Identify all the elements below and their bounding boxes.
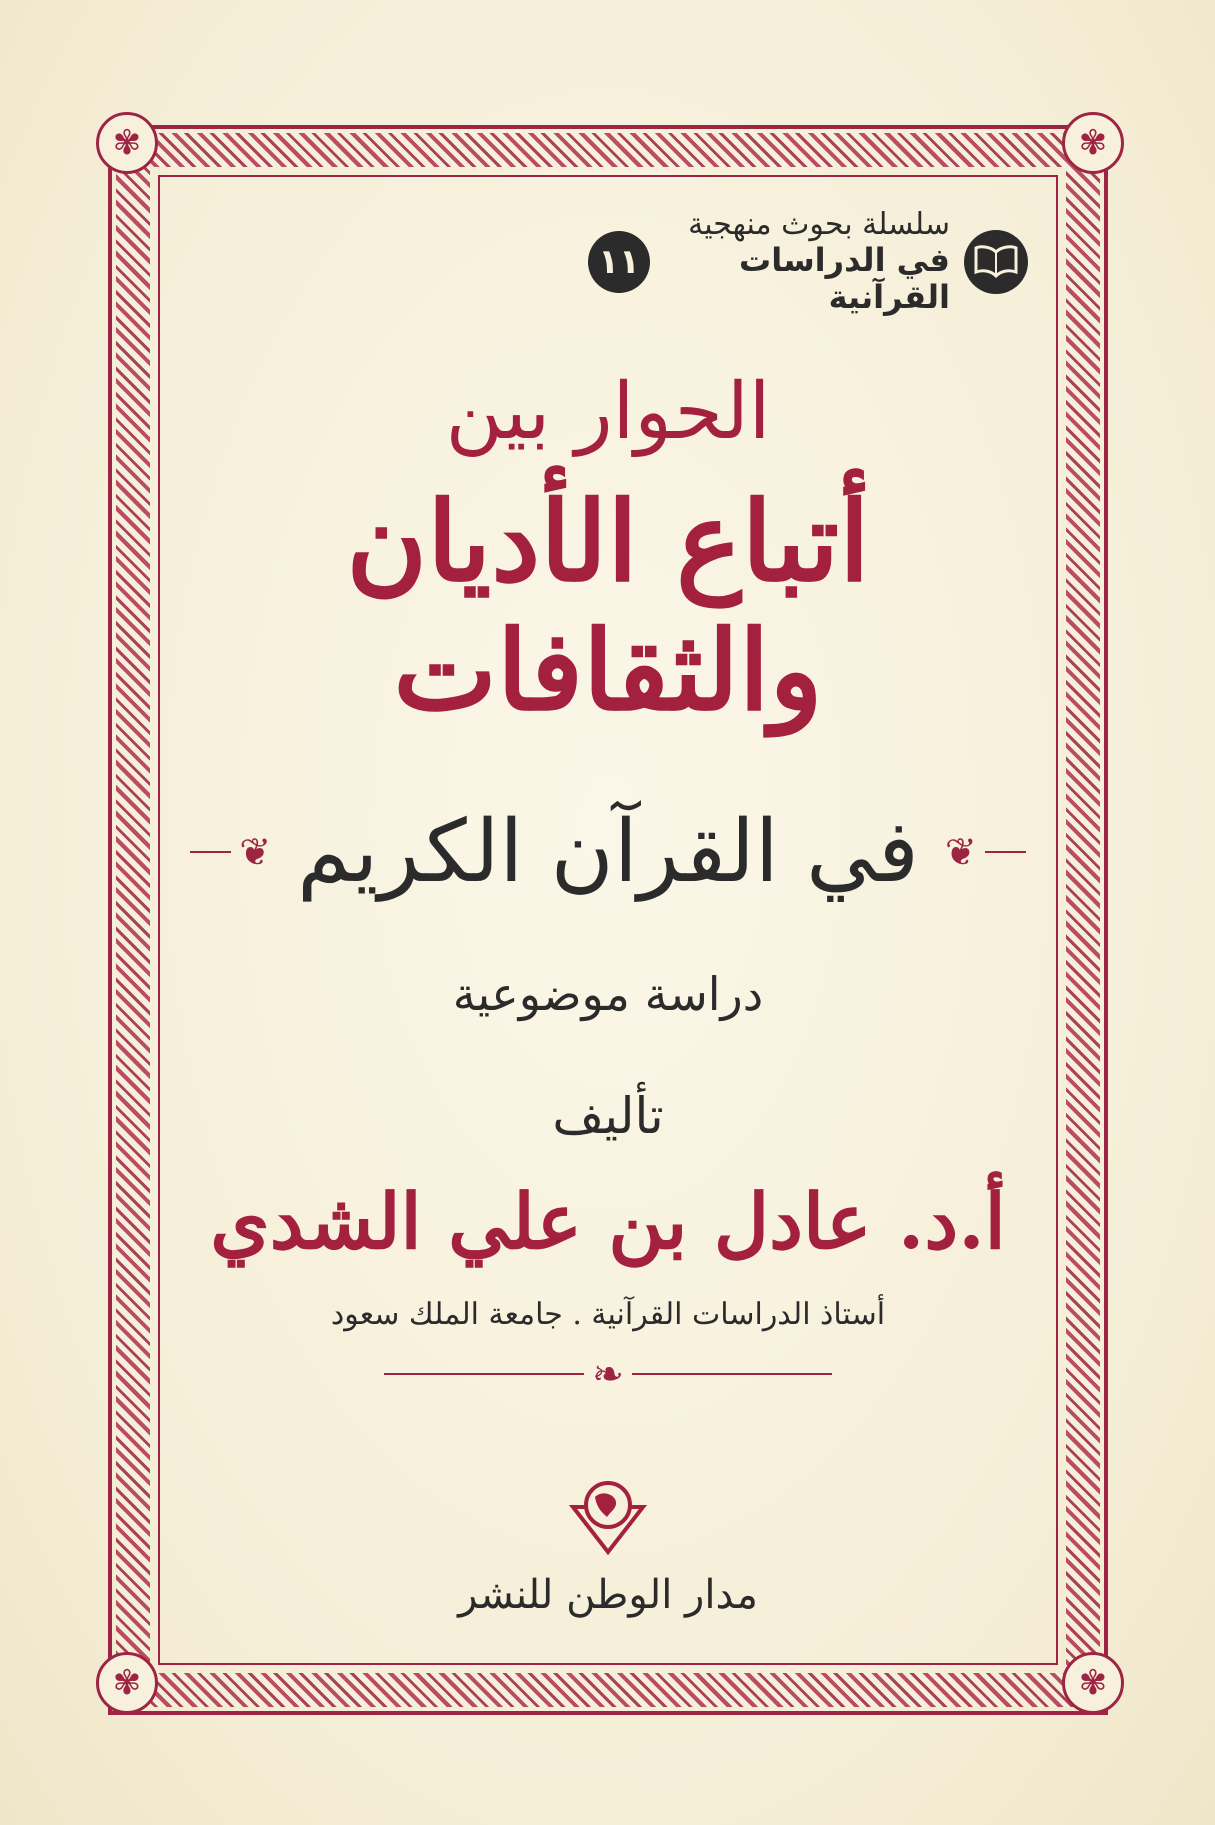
cover-content bbox=[160, 177, 1056, 1663]
divider-rule bbox=[384, 1373, 584, 1375]
publisher-name: مدار الوطن للنشر bbox=[458, 1572, 758, 1618]
authorship-label: تأليف bbox=[552, 1087, 664, 1145]
series-badge bbox=[588, 206, 1028, 317]
corner-ornament-icon: ✾ bbox=[1062, 1652, 1124, 1714]
series-number: ١١ bbox=[588, 231, 650, 293]
corner-ornament-icon: ✾ bbox=[1062, 112, 1124, 174]
globe-emblem-icon bbox=[563, 1477, 653, 1557]
title-line3-row bbox=[190, 797, 1026, 907]
divider-rule bbox=[632, 1373, 832, 1375]
corner-ornament-icon: ✾ bbox=[96, 1652, 158, 1714]
subtitle: دراسة موضوعية bbox=[452, 967, 764, 1021]
fleuron-icon: ❧ bbox=[592, 1352, 624, 1396]
author-position: أستاذ الدراسات القرآنية . جامعة الملك سعود bbox=[330, 1297, 886, 1332]
series-title bbox=[670, 208, 950, 316]
fleuron-icon: ❦ bbox=[239, 830, 272, 874]
divider-rule bbox=[190, 851, 231, 853]
author-name: أ.د. عادل بن علي الشدي bbox=[210, 1177, 1006, 1266]
author-divider bbox=[160, 1352, 1056, 1396]
fleuron-icon: ❦ bbox=[944, 830, 977, 874]
title-line1: الحوار بين bbox=[445, 367, 771, 457]
open-quran-book-icon bbox=[964, 230, 1028, 294]
title-line3: في القرآن الكريم bbox=[297, 802, 919, 902]
title-line2: أتباع الأديان والثقافات bbox=[346, 477, 870, 735]
divider-rule bbox=[985, 851, 1026, 853]
series-line2: في الدراسات القرآنية bbox=[739, 241, 950, 317]
corner-ornament-icon: ✾ bbox=[96, 112, 158, 174]
series-line1: سلسلة بحوث منهجية bbox=[688, 206, 950, 242]
